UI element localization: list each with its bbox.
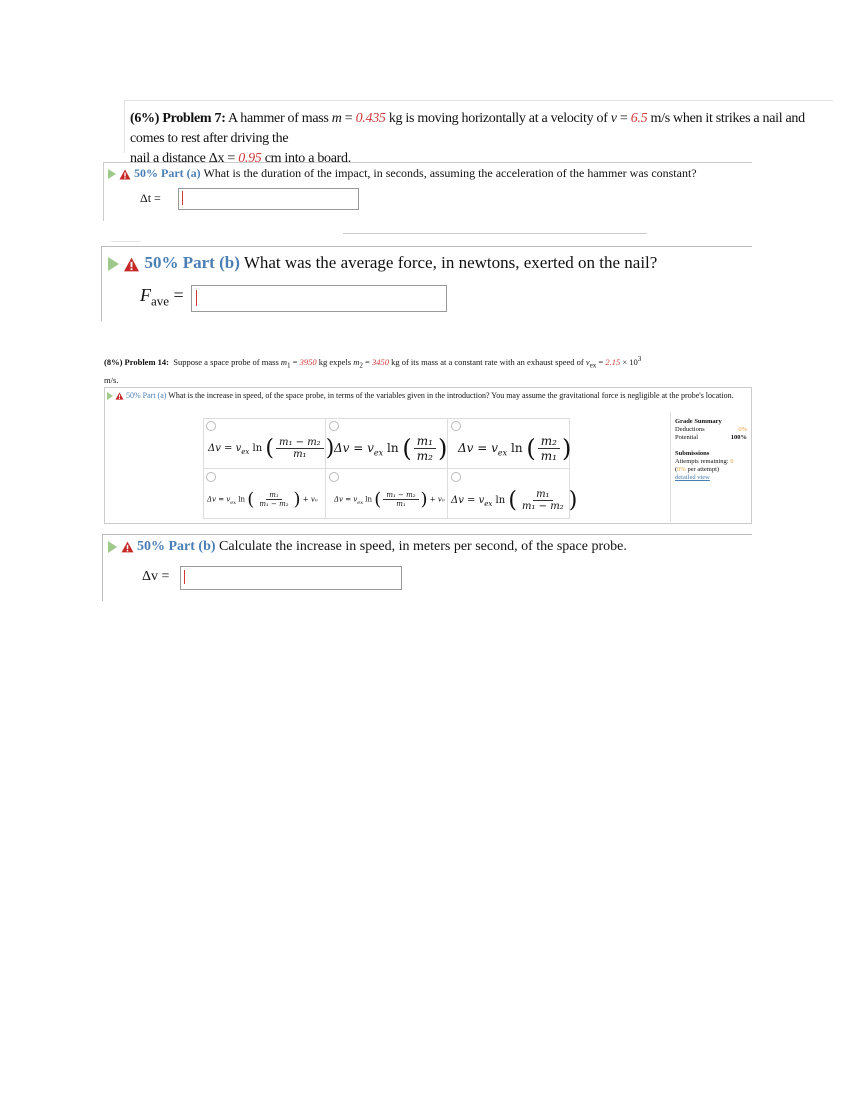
expand-play-icon[interactable] xyxy=(108,257,119,271)
grade-summary: Grade Summary Deductions 0% Potential 100% Submissions Attempts remaining: 6 (0% per attempt) detailed view xyxy=(675,418,747,481)
warning-icon xyxy=(123,257,140,272)
grade-summary-title: Grade Summary xyxy=(675,418,722,425)
expand-play-icon[interactable] xyxy=(107,392,113,400)
text-cursor xyxy=(196,290,197,306)
vex-value: 2.15 xyxy=(605,356,621,367)
part-b-label: 50% Part (b) xyxy=(144,253,240,272)
part-b-question: Calculate the increase in speed, in meters per second, of the space probe. xyxy=(219,539,627,554)
p14-part-b-header xyxy=(108,538,627,556)
part-b-label: 50% Part (b) xyxy=(137,539,216,554)
problem-14-statement: (8%) Problem 14: Suppose a space probe of mass $m_1 = 3950$ kg expels $m_2 = 3450$ kg of its mass at a constant rate with an exhaust speed of $v_{ex} = 2.15 \times 10^3$ m/s. xyxy=(104,355,642,385)
choice-formula: $\Delta v = v_{ex}$ ln ( $\frac{\text{m₁ − m₂}}{\text{m₁}}$ ) xyxy=(208,436,335,461)
part-b-question: What was the average force, in newtons, exerted on the nail? xyxy=(243,253,658,272)
distance-value: 0.95 xyxy=(238,151,262,166)
choice-radio[interactable] xyxy=(329,421,339,431)
mass-value: 0.435 xyxy=(355,111,386,126)
f-ave-label: $F_{ave}$ = xyxy=(140,285,184,309)
expand-play-icon[interactable] xyxy=(108,541,117,553)
f-ave-input[interactable] xyxy=(191,285,447,312)
velocity-value: 6.5 xyxy=(630,111,648,126)
divider-line xyxy=(111,241,141,242)
delta-v-label: Δv = xyxy=(142,569,170,584)
attempts-value: 6 xyxy=(730,458,734,465)
choice-radio[interactable] xyxy=(206,472,216,482)
expand-play-icon[interactable] xyxy=(108,169,116,179)
detailed-view-link[interactable]: detailed view xyxy=(675,474,710,481)
choice-formula: $\Delta v = v_{ex}$ ln ( $\frac{\text{m₁}}{\text{m₂}}$ ) xyxy=(334,434,448,463)
text-cursor xyxy=(184,570,185,584)
delta-t-input[interactable] xyxy=(178,188,359,210)
choice-radio[interactable] xyxy=(206,421,216,431)
m1-value: 3950 xyxy=(299,356,317,367)
p7-part-b-header xyxy=(108,252,657,274)
problem-14-header: (8%) Problem 14: xyxy=(104,356,169,367)
warning-icon xyxy=(119,169,131,180)
warning-icon xyxy=(121,541,134,553)
part-a-question: What is the duration of the impact, in seconds, assuming the acceleration of the hammer was constant? xyxy=(203,166,697,180)
choice-radio[interactable] xyxy=(329,472,339,482)
part-a-label: 50% Part (a) xyxy=(134,166,201,180)
choice-formula: $\Delta v = v_{ex}$ ln ( $\frac{\text{m₁ − m₂}}{\text{m₁}}$ ) + v₀ xyxy=(334,489,445,510)
deductions-value: 0% xyxy=(738,426,747,433)
choice-radio[interactable] xyxy=(451,472,461,482)
choice-formula: $\Delta v = v_{ex}$ ln ( $\frac{\text{m₁}}{\text{m₁ − m₂}}$ ) xyxy=(451,488,578,513)
delta-v-input[interactable] xyxy=(180,566,402,590)
delta-t-label: Δt = xyxy=(140,191,161,205)
p14-part-a-header: 50% Part (a) What is the increase in speed, of the space probe, in terms of the variables given in the introduction? You may assume the gravitational force is negligible at the probe's location. xyxy=(107,390,747,401)
choice-formula: $\Delta v = v_{ex}$ ln ( $\frac{\text{m₁}}{\text{m₁ − m₂}}$ ) + v₀ xyxy=(207,489,318,510)
warning-icon xyxy=(115,392,124,400)
problem-7-header: (6%) Problem 7: xyxy=(130,111,226,126)
problem-7-statement: (6%) Problem 7: A hammer of mass m = 0.435 kg is moving horizontally at a velocity of v = 6.5 m/s when it strikes a nail and comes to rest after driving the nail a distance Δx = 0.95 cm into a board. xyxy=(130,111,805,166)
divider-line xyxy=(343,233,647,234)
p7-part-a-header xyxy=(108,165,697,181)
choice-formula: $\Delta v = v_{ex}$ ln ( $\frac{\text{m₂}}{\text{m₁}}$ ) xyxy=(458,434,572,463)
text-cursor xyxy=(182,191,183,205)
potential-value: 100% xyxy=(730,434,747,441)
m2-value: 3450 xyxy=(371,356,389,367)
choice-radio[interactable] xyxy=(451,421,461,431)
